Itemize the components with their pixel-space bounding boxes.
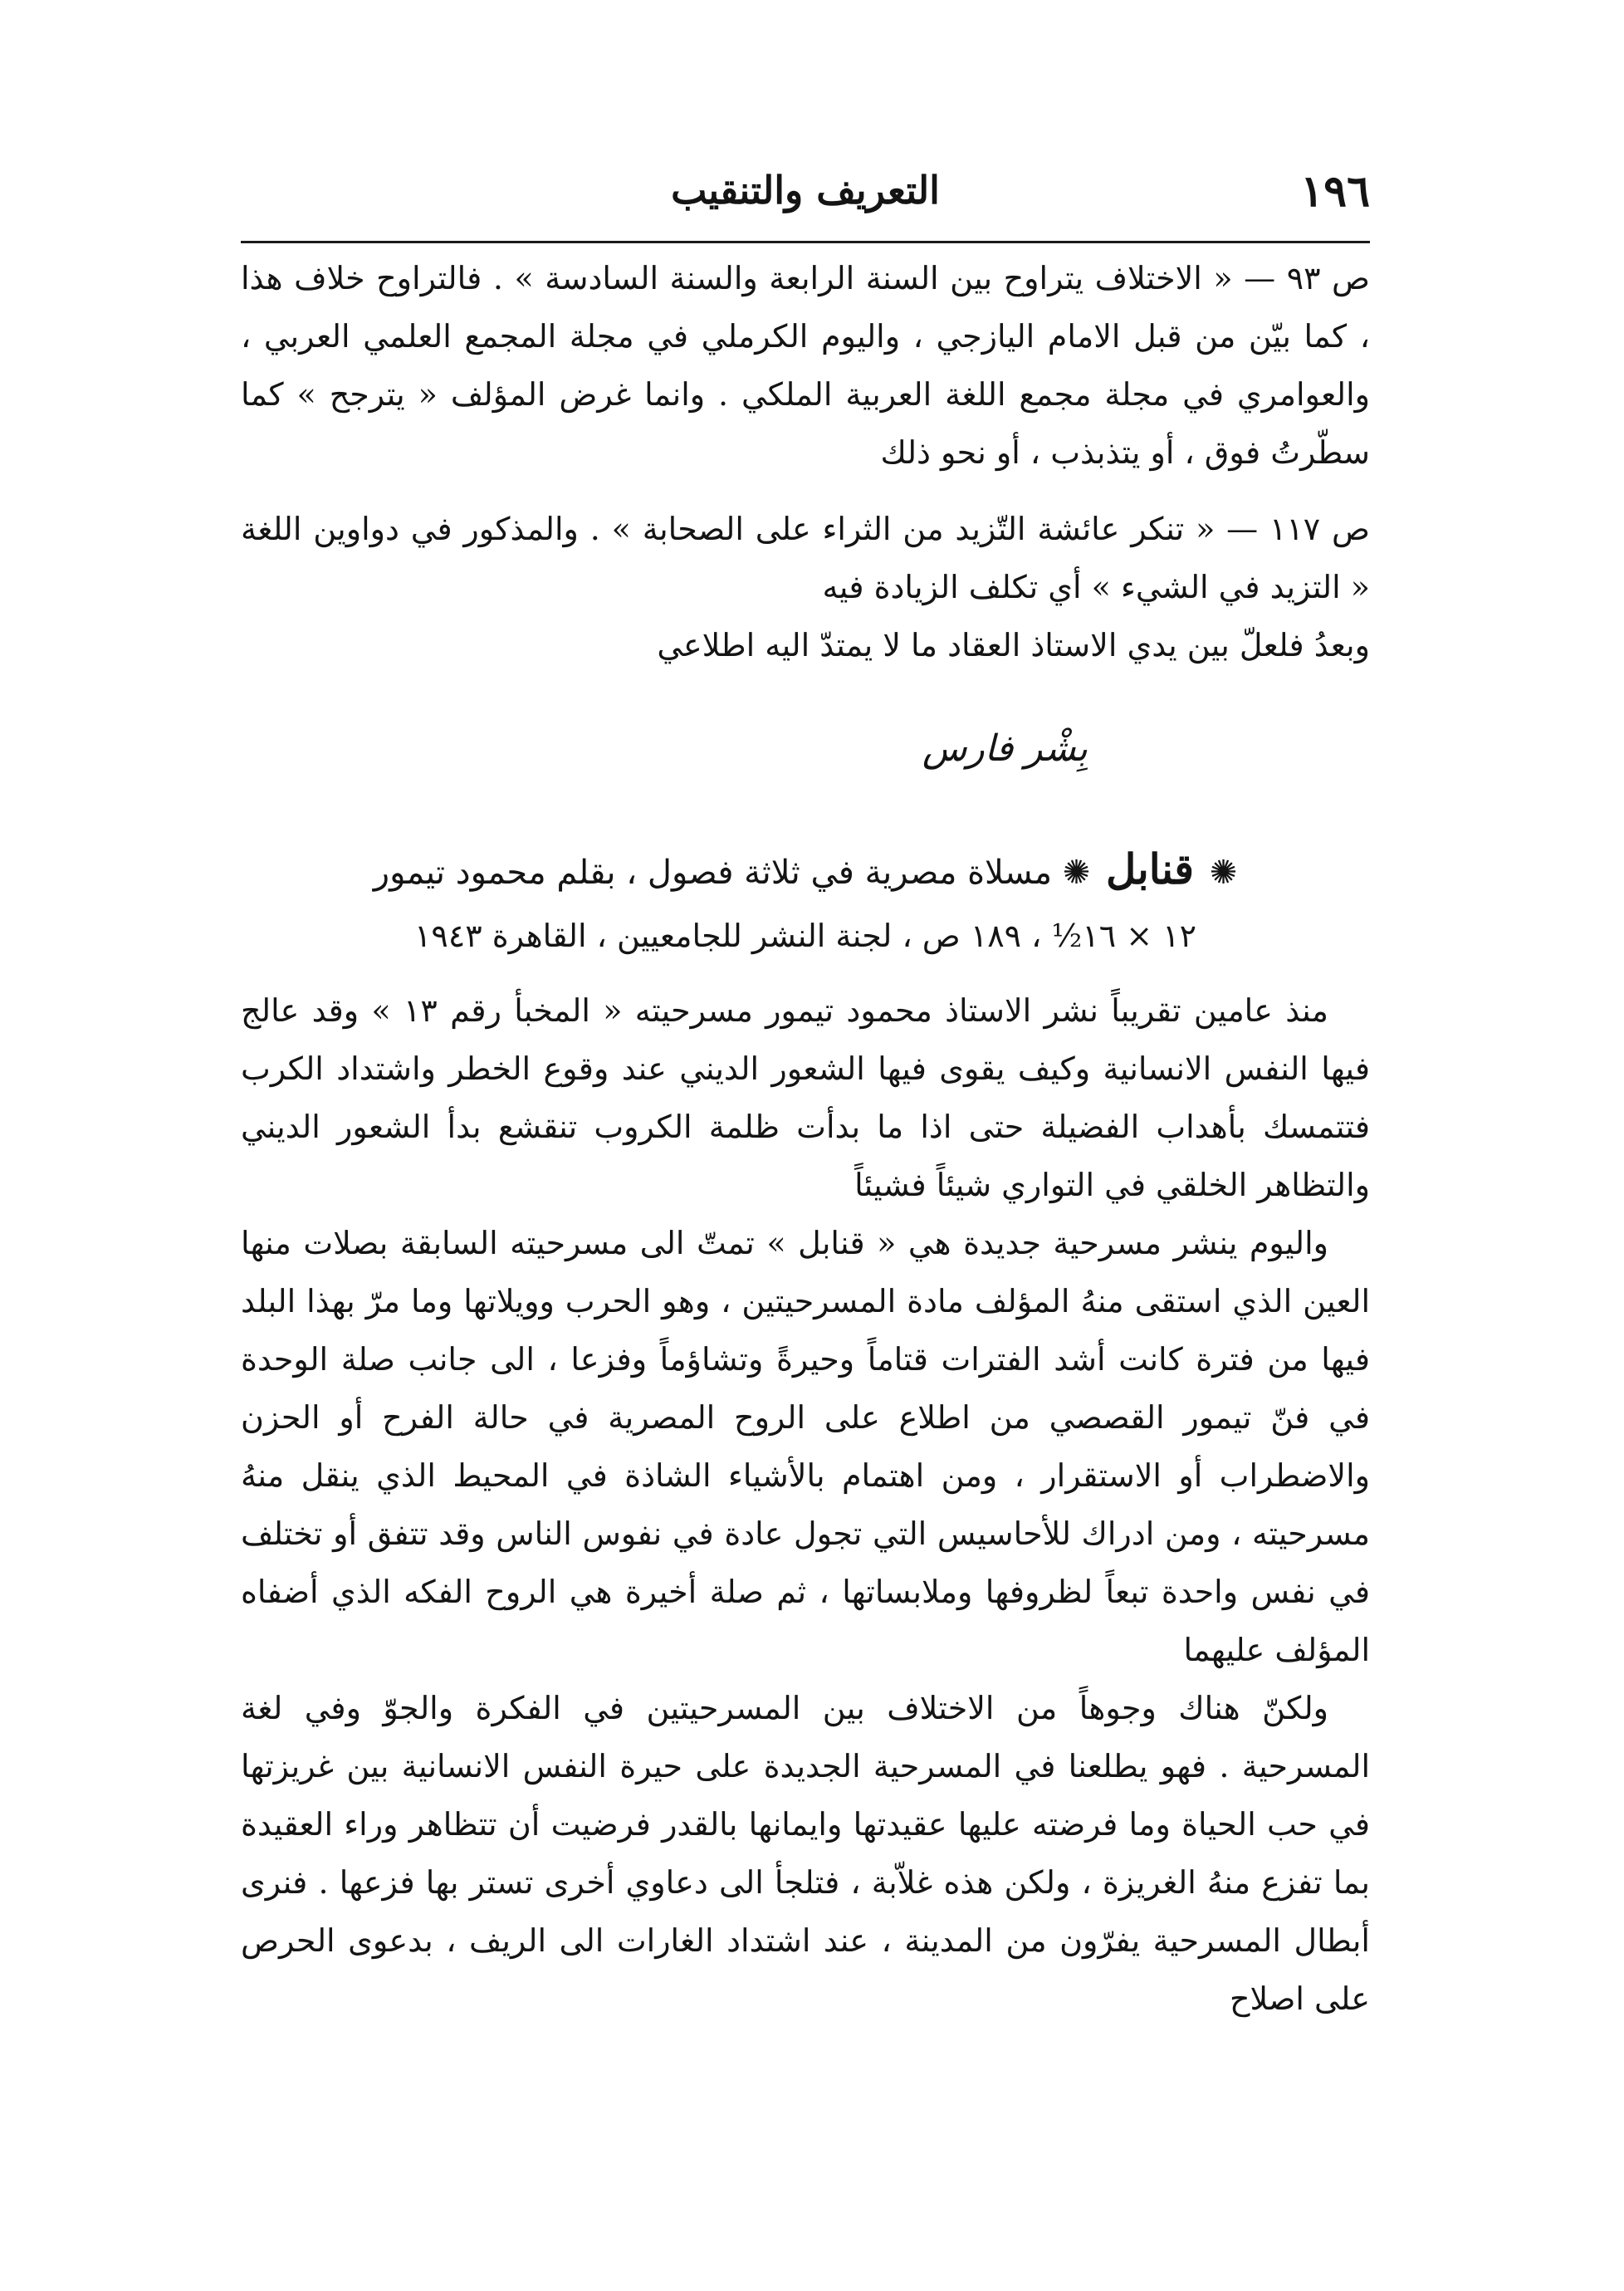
page-body <box>241 249 1370 2028</box>
ornament-icon: ✺ <box>1209 854 1238 892</box>
page-number: ١٩٦ <box>1300 166 1370 217</box>
review-paragraph: منذ عامين تقريباً نشر الاستاذ محمود تيمور مسرحيته « المخبأ رقم ١٣ » وقد عالج فيها النفس الانسانية وكيف يقوى فيها الشعور الديني عند وقوع الخطر واشتداد الكرب فتتمسك بأهداب الفضيلة حتى اذا ما بدأت ظلمة الكروب تنقشع بدأ الشعور الديني والتظاهر الخلقي في التواري شيئاً فشيئاً <box>241 992 1370 1203</box>
note-page-117: ص ١١٧ — « تنكر عائشة التّزيد من الثراء على الصحابة » . والمذكور في دواوين اللغة « التزيد في الشيء » أي تكلف الزيادة فيه <box>241 511 1370 605</box>
running-title: التعريف والتنقيب <box>671 168 940 213</box>
review-paragraph: واليوم ينشر مسرحية جديدة هي « قنابل » تمتّ الى مسرحيته السابقة بصلات منها العين الذي استقى منهُ المؤلف مادة المسرحيتين ، وهو الحرب وويلاتها وما مرّ بهذا البلد فيها من فترة كانت أشد الفترات قتاماً وحيرةً وتشاؤماً وفزعا ، الى جانب صلة الوحدة في فنّ تيمور القصصي من اطلاع على الروح المصرية في حالة الفرح أو الحزن والاضطراب أو الاستقرار ، ومن اهتمام بالأشياء الشاذة في المحيط الذي ينقل منهُ مسرحيته ، ومن ادراك للأحاسيس التي تجول عادة في نفوس الناس وقد تتفق أو تختلف في نفس واحدة تبعاً لظروفها وملابساتها ، ثم صلة أخيرة هي الروح الفكه الذي أضفاه المؤلف عليهما <box>241 1225 1370 1668</box>
author-signature: بِشْر فارس <box>922 727 1088 770</box>
book-heading <box>241 840 1370 902</box>
note-page-93: ص ٩٣ — « الاختلاف يتراوح بين السنة الرابعة والسنة السادسة » . فالتراوح خلاف هذا ، كما بيّن من قبل الامام اليازجي ، واليوم الكرملي في مجلة المجمع العلمي العربي ، والعوامري في مجلة مجمع اللغة العربية الملكي . وانما غرض المؤلف « يترجح » كما سطّرتُ فوق ، أو يتذبذب ، أو نحو ذلك <box>241 260 1370 471</box>
ornament-icon: ✺ <box>1062 854 1091 892</box>
header-rule <box>241 241 1370 243</box>
correction-notes <box>241 249 1370 782</box>
book-subtitle: مسلاة مصرية في ثلاثة فصول ، بقلم محمود تيمور <box>373 854 1053 892</box>
book-title: قنابل <box>1106 844 1195 893</box>
review-paragraph: ولكنّ هناك وجوهاً من الاختلاف بين المسرحيتين في الفكرة والجوّ وفي لغة المسرحية . فهو يطلعنا في المسرحية الجديدة على حيرة النفس الانسانية بين غريزتها في حب الحياة وما فرضته عليها عقيدتها وايمانها بالقدر فرضيت أن تتظاهر وراء العقيدة بما تفزع منهُ الغريزة ، ولكن هذه غلاّبة ، فتلجأ الى دعاوي أخرى تستر بها فزعها . فنرى أبطال المسرحية يفرّون من المدينة ، عند اشتداد الغارات الى الريف ، بدعوى الحرص على اصلاح <box>241 1690 1370 2017</box>
closing-remark: وبعدُ فلعلّ بين يدي الاستاذ العقاد ما لا يمتدّ اليه اطلاعي <box>657 627 1370 663</box>
book-meta: ١٢ × ١٦½ ، ١٨٩ ص ، لجنة النشر للجامعيين ، القاهرة ١٩٤٣ <box>414 918 1196 954</box>
book-review <box>241 982 1370 2028</box>
page-header <box>241 158 1370 224</box>
